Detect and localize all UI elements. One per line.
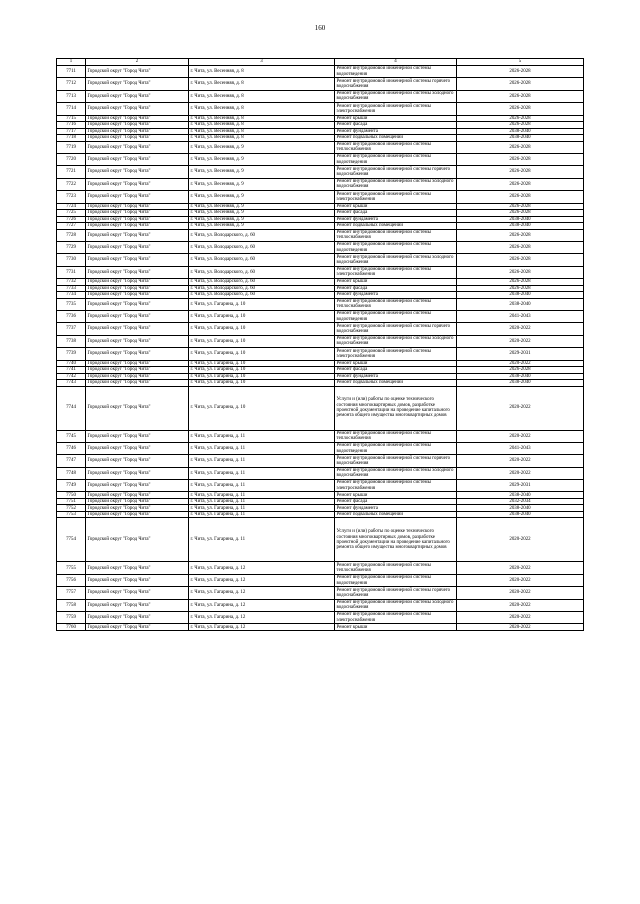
address-cell: г. Чита, ул. Весенняя, д. 8 — [189, 90, 335, 102]
work-type-cell: Ремонт внутридомовой инженерной системы водоотведения — [335, 66, 457, 78]
work-type-cell: Ремонт внутридомовой инженерной системы электроснабжения — [335, 103, 457, 115]
address-cell: г. Чита, ул. Весенняя, д. 8 — [189, 103, 335, 115]
table-row — [57, 90, 584, 102]
period-cell: 2020-2022 — [457, 518, 584, 562]
table-row — [57, 612, 584, 624]
address-cell: г. Чита, ул. Весенняя, д. 9 — [189, 203, 335, 210]
period-cell: 2026-2028 — [457, 229, 584, 241]
work-type-cell: Ремонт фундамента — [335, 373, 457, 380]
address-cell: г. Чита, ул. Володарского, д. 60 — [189, 266, 335, 278]
municipality-cell: Городской округ "Город Чита" — [86, 254, 189, 266]
address-cell: г. Чита, ул. Гагарина, д. 11 — [189, 480, 335, 492]
row-number-cell: 7738 — [57, 335, 86, 347]
row-number-cell: 7715 — [57, 115, 86, 122]
period-cell: 2026-2028 — [457, 279, 584, 286]
row-number-cell: 7728 — [57, 229, 86, 241]
address-cell: г. Чита, ул. Гагарина, д. 10 — [189, 348, 335, 360]
municipality-cell: Городской округ "Город Чита" — [86, 210, 189, 217]
period-cell: 2020-2022 — [457, 455, 584, 467]
row-number-cell: 7722 — [57, 178, 86, 190]
municipality-cell: Городской округ "Город Чита" — [86, 323, 189, 335]
address-cell: г. Чита, ул. Гагарина, д. 10 — [189, 367, 335, 374]
address-cell: г. Чита, ул. Весенняя, д. 9 — [189, 210, 335, 217]
repair-schedule-table — [56, 58, 584, 631]
row-number-cell: 7716 — [57, 122, 86, 129]
row-number-cell: 7745 — [57, 430, 86, 442]
table-row — [57, 141, 584, 153]
address-cell: г. Чита, ул. Гагарина, д. 10 — [189, 335, 335, 347]
table-row — [57, 153, 584, 165]
municipality-cell: Городской округ "Город Чита" — [86, 178, 189, 190]
row-number-cell: 7746 — [57, 442, 86, 454]
address-cell: г. Чита, ул. Гагарина, д. 11 — [189, 455, 335, 467]
table-row — [57, 178, 584, 190]
period-cell: 2038-2040 — [457, 492, 584, 499]
period-cell: 2026-2028 — [457, 367, 584, 374]
row-number-cell: 7752 — [57, 505, 86, 512]
period-cell: 2026-2028 — [457, 203, 584, 210]
municipality-cell: Городской округ "Город Чита" — [86, 310, 189, 322]
table-row — [57, 624, 584, 631]
address-cell: г. Чита, ул. Гагарина, д. 10 — [189, 310, 335, 322]
municipality-cell: Городской округ "Город Чита" — [86, 624, 189, 631]
municipality-cell: Городской округ "Город Чита" — [86, 360, 189, 367]
work-type-cell: Ремонт внутридомовой инженерной системы горячего водоснабжения — [335, 455, 457, 467]
period-cell: 2041-2043 — [457, 310, 584, 322]
municipality-cell: Городской округ "Город Чита" — [86, 373, 189, 380]
municipality-cell: Городской округ "Город Чита" — [86, 135, 189, 142]
municipality-cell: Городской округ "Город Чита" — [86, 216, 189, 223]
work-type-cell: Ремонт внутридомовой инженерной системы электроснабжения — [335, 191, 457, 203]
address-cell: г. Чита, ул. Володарского, д. 60 — [189, 292, 335, 299]
address-cell: г. Чита, ул. Гагарина, д. 10 — [189, 380, 335, 387]
municipality-cell: Городской округ "Город Чита" — [86, 103, 189, 115]
municipality-cell: Городской округ "Город Чита" — [86, 455, 189, 467]
period-cell: 2038-2040 — [457, 128, 584, 135]
table-row — [57, 562, 584, 574]
address-cell: г. Чита, ул. Гагарина, д. 11 — [189, 511, 335, 518]
row-number-cell: 7742 — [57, 373, 86, 380]
address-cell: г. Чита, ул. Гагарина, д. 10 — [189, 360, 335, 367]
work-type-cell: Ремонт подвальных помещений — [335, 223, 457, 230]
table-row — [57, 574, 584, 586]
municipality-cell: Городской округ "Город Чита" — [86, 298, 189, 310]
period-cell: 2020-2022 — [457, 562, 584, 574]
period-cell: 2026-2028 — [457, 266, 584, 278]
work-type-cell: Ремонт внутридомовой инженерной системы водоотведения — [335, 442, 457, 454]
address-cell: г. Чита, ул. Весенняя, д. 9 — [189, 166, 335, 178]
municipality-cell: Городской округ "Город Чита" — [86, 518, 189, 562]
address-cell: г. Чита, ул. Весенняя, д. 9 — [189, 223, 335, 230]
period-cell: 2026-2028 — [457, 90, 584, 102]
address-cell: г. Чита, ул. Весенняя, д. 9 — [189, 153, 335, 165]
work-type-cell: Ремонт внутридомовой инженерной системы холодного водоснабжения — [335, 178, 457, 190]
address-cell: г. Чита, ул. Гагарина, д. 11 — [189, 505, 335, 512]
row-number-cell: 7753 — [57, 511, 86, 518]
row-number-cell: 7739 — [57, 348, 86, 360]
period-cell: 2038-2040 — [457, 292, 584, 299]
table-row — [57, 103, 584, 115]
work-type-cell: Ремонт внутридомовой инженерной системы водоотведения — [335, 241, 457, 253]
period-cell: 2026-2028 — [457, 103, 584, 115]
address-cell: г. Чита, ул. Весенняя, д. 8 — [189, 122, 335, 129]
period-cell: 2029-2031 — [457, 480, 584, 492]
municipality-cell: Городской округ "Город Чита" — [86, 229, 189, 241]
row-number-cell: 7711 — [57, 66, 86, 78]
period-cell: 2020-2022 — [457, 612, 584, 624]
row-number-cell: 7719 — [57, 141, 86, 153]
row-number-cell: 7759 — [57, 612, 86, 624]
municipality-cell: Городской округ "Город Чита" — [86, 348, 189, 360]
row-number-cell: 7714 — [57, 103, 86, 115]
row-number-cell: 7755 — [57, 562, 86, 574]
work-type-cell: Ремонт внутридомовой инженерной системы электроснабжения — [335, 612, 457, 624]
period-cell: 2026-2028 — [457, 66, 584, 78]
period-cell: 2020-2022 — [457, 335, 584, 347]
row-number-cell: 7750 — [57, 492, 86, 499]
period-cell: 2038-2040 — [457, 298, 584, 310]
municipality-cell: Городской округ "Город Чита" — [86, 223, 189, 230]
period-cell: 2026-2028 — [457, 285, 584, 292]
table-row — [57, 229, 584, 241]
work-type-cell: Ремонт фундамента — [335, 128, 457, 135]
period-cell: 2038-2040 — [457, 380, 584, 387]
work-type-cell: Ремонт фасада — [335, 210, 457, 217]
table-row — [57, 266, 584, 278]
header-row — [57, 59, 584, 66]
row-number-cell: 7749 — [57, 480, 86, 492]
municipality-cell: Городской округ "Город Чита" — [86, 587, 189, 599]
address-cell: г. Чита, ул. Весенняя, д. 8 — [189, 66, 335, 78]
municipality-cell: Городской округ "Город Чита" — [86, 505, 189, 512]
row-number-cell: 7756 — [57, 574, 86, 586]
table-row — [57, 480, 584, 492]
municipality-cell: Городской округ "Город Чита" — [86, 612, 189, 624]
table-row — [57, 310, 584, 322]
municipality-cell: Городской округ "Город Чита" — [86, 241, 189, 253]
work-type-cell: Ремонт внутридомовой инженерной системы электроснабжения — [335, 480, 457, 492]
row-number-cell: 7721 — [57, 166, 86, 178]
row-number-cell: 7724 — [57, 203, 86, 210]
address-cell: г. Чита, ул. Гагарина, д. 11 — [189, 467, 335, 479]
municipality-cell: Городской округ "Город Чита" — [86, 367, 189, 374]
row-number-cell: 7757 — [57, 587, 86, 599]
work-type-cell: Ремонт фасада — [335, 122, 457, 129]
municipality-cell: Городской округ "Город Чита" — [86, 78, 189, 90]
work-type-cell: Ремонт внутридомовой инженерной системы теплоснабжения — [335, 141, 457, 153]
municipality-cell: Городской округ "Город Чита" — [86, 203, 189, 210]
row-number-cell: 7735 — [57, 298, 86, 310]
work-type-cell: Ремонт подвальных помещений — [335, 511, 457, 518]
period-cell: 2026-2028 — [457, 178, 584, 190]
table-row — [57, 166, 584, 178]
work-type-cell: Ремонт крыши — [335, 279, 457, 286]
table-row — [57, 599, 584, 611]
table-row — [57, 442, 584, 454]
address-cell: г. Чита, ул. Гагарина, д. 12 — [189, 574, 335, 586]
municipality-cell: Городской округ "Город Чита" — [86, 285, 189, 292]
header-cell-work-type: 4 — [335, 59, 457, 66]
work-type-cell: Ремонт крыши — [335, 203, 457, 210]
row-number-cell: 7723 — [57, 191, 86, 203]
work-type-cell: Ремонт внутридомовой инженерной системы холодного водоснабжения — [335, 467, 457, 479]
period-cell: 2020-2022 — [457, 386, 584, 430]
address-cell: г. Чита, ул. Гагарина, д. 10 — [189, 298, 335, 310]
period-cell: 2020-2022 — [457, 323, 584, 335]
row-number-cell: 7748 — [57, 467, 86, 479]
row-number-cell: 7760 — [57, 624, 86, 631]
address-cell: г. Чита, ул. Гагарина, д. 10 — [189, 373, 335, 380]
work-type-cell: Ремонт крыши — [335, 624, 457, 631]
work-type-cell: Ремонт внутридомовой инженерной системы горячего водоснабжения — [335, 78, 457, 90]
row-number-cell: 7732 — [57, 279, 86, 286]
work-type-cell: Ремонт внутридомовой инженерной системы теплоснабжения — [335, 562, 457, 574]
address-cell: г. Чита, ул. Володарского, д. 60 — [189, 229, 335, 241]
table-row — [57, 241, 584, 253]
work-type-cell: Ремонт внутридомовой инженерной системы водоотведения — [335, 153, 457, 165]
row-number-cell: 7720 — [57, 153, 86, 165]
work-type-cell: Ремонт внутридомовой инженерной системы холодного водоснабжения — [335, 90, 457, 102]
work-type-cell: Ремонт фундамента — [335, 505, 457, 512]
municipality-cell: Городской округ "Город Чита" — [86, 599, 189, 611]
address-cell: г. Чита, ул. Гагарина, д. 11 — [189, 492, 335, 499]
work-type-cell: Ремонт внутридомовой инженерной системы холодного водоснабжения — [335, 335, 457, 347]
table-row — [57, 348, 584, 360]
municipality-cell: Городской округ "Город Чита" — [86, 66, 189, 78]
period-cell: 2038-2040 — [457, 135, 584, 142]
address-cell: г. Чита, ул. Весенняя, д. 8 — [189, 115, 335, 122]
row-number-cell: 7741 — [57, 367, 86, 374]
table-row — [57, 191, 584, 203]
municipality-cell: Городской округ "Город Чита" — [86, 574, 189, 586]
municipality-cell: Городской округ "Город Чита" — [86, 90, 189, 102]
municipality-cell: Городской округ "Город Чита" — [86, 292, 189, 299]
period-cell: 2020-2022 — [457, 587, 584, 599]
header-cell-period: 5 — [457, 59, 584, 66]
address-cell: г. Чита, ул. Гагарина, д. 10 — [189, 323, 335, 335]
table-row — [57, 455, 584, 467]
address-cell: г. Чита, ул. Гагарина, д. 12 — [189, 624, 335, 631]
period-cell: 2020-2022 — [457, 624, 584, 631]
municipality-cell: Городской округ "Город Чита" — [86, 430, 189, 442]
period-cell: 2020-2022 — [457, 430, 584, 442]
work-type-cell: Ремонт внутридомовой инженерной системы холодного водоснабжения — [335, 254, 457, 266]
address-cell: г. Чита, ул. Гагарина, д. 12 — [189, 562, 335, 574]
table-row — [57, 587, 584, 599]
row-number-cell: 7718 — [57, 135, 86, 142]
work-type-cell: Ремонт внутридомовой инженерной системы электроснабжения — [335, 348, 457, 360]
municipality-cell: Городской округ "Город Чита" — [86, 386, 189, 430]
period-cell: 2038-2040 — [457, 223, 584, 230]
work-type-cell: Ремонт крыши — [335, 360, 457, 367]
municipality-cell: Городской округ "Город Чита" — [86, 442, 189, 454]
work-type-cell: Ремонт фасада — [335, 498, 457, 505]
municipality-cell: Городской округ "Город Чита" — [86, 498, 189, 505]
period-cell: 2041-2043 — [457, 442, 584, 454]
work-type-cell: Ремонт фундамента — [335, 216, 457, 223]
row-number-cell: 7736 — [57, 310, 86, 322]
address-cell: г. Чита, ул. Весенняя, д. 8 — [189, 135, 335, 142]
work-type-cell: Ремонт фундамента — [335, 292, 457, 299]
row-number-cell: 7730 — [57, 254, 86, 266]
period-cell: 2038-2040 — [457, 511, 584, 518]
period-cell: 2026-2028 — [457, 122, 584, 129]
table-row — [57, 518, 584, 562]
municipality-cell: Городской округ "Город Чита" — [86, 266, 189, 278]
address-cell: г. Чита, ул. Гагарина, д. 12 — [189, 612, 335, 624]
work-type-cell: Ремонт подвальных помещений — [335, 135, 457, 142]
work-type-cell: Ремонт внутридомовой инженерной системы теплоснабжения — [335, 229, 457, 241]
period-cell: 2029-2031 — [457, 348, 584, 360]
address-cell: г. Чита, ул. Володарского, д. 60 — [189, 254, 335, 266]
municipality-cell: Городской округ "Город Чита" — [86, 492, 189, 499]
header-cell-number: 1 — [57, 59, 86, 66]
header-cell-municipality: 2 — [86, 59, 189, 66]
municipality-cell: Городской округ "Город Чита" — [86, 480, 189, 492]
address-cell: г. Чита, ул. Гагарина, д. 10 — [189, 386, 335, 430]
municipality-cell: Городской округ "Город Чита" — [86, 166, 189, 178]
municipality-cell: Городской округ "Город Чита" — [86, 467, 189, 479]
row-number-cell: 7733 — [57, 285, 86, 292]
work-type-cell: Ремонт внутридомовой инженерной системы горячего водоснабжения — [335, 166, 457, 178]
period-cell: 2020-2022 — [457, 360, 584, 367]
work-type-cell: Ремонт фасада — [335, 285, 457, 292]
address-cell: г. Чита, ул. Гагарина, д. 11 — [189, 518, 335, 562]
work-type-cell: Ремонт внутридомовой инженерной системы горячего водоснабжения — [335, 587, 457, 599]
table-row — [57, 323, 584, 335]
period-cell: 2026-2028 — [457, 254, 584, 266]
period-cell: 2026-2028 — [457, 115, 584, 122]
table-row — [57, 254, 584, 266]
period-cell: 2026-2028 — [457, 78, 584, 90]
row-number-cell: 7713 — [57, 90, 86, 102]
address-cell: г. Чита, ул. Весенняя, д. 8 — [189, 128, 335, 135]
work-type-cell: Ремонт внутридомовой инженерной системы теплоснабжения — [335, 430, 457, 442]
work-type-cell: Ремонт крыши — [335, 115, 457, 122]
address-cell: г. Чита, ул. Весенняя, д. 8 — [189, 78, 335, 90]
address-cell: г. Чита, ул. Володарского, д. 60 — [189, 279, 335, 286]
period-cell: 2026-2028 — [457, 141, 584, 153]
row-number-cell: 7758 — [57, 599, 86, 611]
municipality-cell: Городской округ "Город Чита" — [86, 122, 189, 129]
period-cell: 2026-2028 — [457, 153, 584, 165]
work-type-cell: Ремонт внутридомовой инженерной системы водоотведения — [335, 574, 457, 586]
table-row — [57, 66, 584, 78]
address-cell: г. Чита, ул. Володарского, д. 60 — [189, 241, 335, 253]
row-number-cell: 7754 — [57, 518, 86, 562]
address-cell: г. Чита, ул. Гагарина, д. 12 — [189, 599, 335, 611]
period-cell: 2032-2034 — [457, 498, 584, 505]
address-cell: г. Чита, ул. Гагарина, д. 11 — [189, 498, 335, 505]
table-row — [57, 335, 584, 347]
address-cell: г. Чита, ул. Весенняя, д. 9 — [189, 178, 335, 190]
period-cell: 2038-2040 — [457, 505, 584, 512]
work-type-cell: Ремонт внутридомовой инженерной системы электроснабжения — [335, 266, 457, 278]
municipality-cell: Городской округ "Город Чита" — [86, 279, 189, 286]
address-cell: г. Чита, ул. Весенняя, д. 9 — [189, 191, 335, 203]
period-cell: 2020-2022 — [457, 467, 584, 479]
municipality-cell: Городской округ "Город Чита" — [86, 511, 189, 518]
work-type-cell: Ремонт подвальных помещений — [335, 380, 457, 387]
municipality-cell: Городской округ "Город Чита" — [86, 335, 189, 347]
row-number-cell: 7725 — [57, 210, 86, 217]
address-cell: г. Чита, ул. Гагарина, д. 12 — [189, 587, 335, 599]
period-cell: 2026-2028 — [457, 191, 584, 203]
row-number-cell: 7717 — [57, 128, 86, 135]
header-cell-address: 3 — [189, 59, 335, 66]
address-cell: г. Чита, ул. Гагарина, д. 11 — [189, 430, 335, 442]
address-cell: г. Чита, ул. Весенняя, д. 9 — [189, 216, 335, 223]
row-number-cell: 7740 — [57, 360, 86, 367]
row-number-cell: 7734 — [57, 292, 86, 299]
municipality-cell: Городской округ "Город Чита" — [86, 128, 189, 135]
table-row — [57, 298, 584, 310]
row-number-cell: 7729 — [57, 241, 86, 253]
row-number-cell: 7726 — [57, 216, 86, 223]
work-type-cell: Ремонт фасада — [335, 367, 457, 374]
period-cell: 2020-2022 — [457, 574, 584, 586]
municipality-cell: Городской округ "Город Чита" — [86, 141, 189, 153]
row-number-cell: 7743 — [57, 380, 86, 387]
period-cell: 2020-2022 — [457, 599, 584, 611]
address-cell: г. Чита, ул. Володарского, д. 60 — [189, 285, 335, 292]
row-number-cell: 7747 — [57, 455, 86, 467]
work-type-cell: Ремонт внутридомовой инженерной системы водоотведения — [335, 310, 457, 322]
table-row — [57, 430, 584, 442]
row-number-cell: 7712 — [57, 78, 86, 90]
period-cell: 2026-2028 — [457, 210, 584, 217]
work-type-cell: Услуги и (или) работы по оценке технического состояния многоквартирных домов, разработке проектной документации на проведение капитального ремонта общего имущества многоквартирных домов — [335, 518, 457, 562]
row-number-cell: 7751 — [57, 498, 86, 505]
work-type-cell: Ремонт крыши — [335, 492, 457, 499]
municipality-cell: Городской округ "Город Чита" — [86, 562, 189, 574]
row-number-cell: 7731 — [57, 266, 86, 278]
table-row — [57, 467, 584, 479]
table-row — [57, 386, 584, 430]
table-row — [57, 78, 584, 90]
work-type-cell: Ремонт внутридомовой инженерной системы холодного водоснабжения — [335, 599, 457, 611]
municipality-cell: Городской округ "Город Чита" — [86, 380, 189, 387]
municipality-cell: Городской округ "Город Чита" — [86, 115, 189, 122]
period-cell: 2026-2028 — [457, 241, 584, 253]
period-cell: 2026-2028 — [457, 166, 584, 178]
address-cell: г. Чита, ул. Весенняя, д. 9 — [189, 141, 335, 153]
work-type-cell: Ремонт внутридомовой инженерной системы теплоснабжения — [335, 298, 457, 310]
municipality-cell: Городской округ "Город Чита" — [86, 153, 189, 165]
period-cell: 2038-2040 — [457, 216, 584, 223]
page-number: 160 — [314, 24, 326, 32]
municipality-cell: Городской округ "Город Чита" — [86, 191, 189, 203]
work-type-cell: Ремонт внутридомовой инженерной системы горячего водоснабжения — [335, 323, 457, 335]
row-number-cell: 7737 — [57, 323, 86, 335]
row-number-cell: 7744 — [57, 386, 86, 430]
row-number-cell: 7727 — [57, 223, 86, 230]
period-cell: 2038-2040 — [457, 373, 584, 380]
address-cell: г. Чита, ул. Гагарина, д. 11 — [189, 442, 335, 454]
work-type-cell: Услуги и (или) работы по оценке технического состояния многоквартирных домов, разработке проектной документации на проведение капитального ремонта общего имущества многоквартирных домов — [335, 386, 457, 430]
